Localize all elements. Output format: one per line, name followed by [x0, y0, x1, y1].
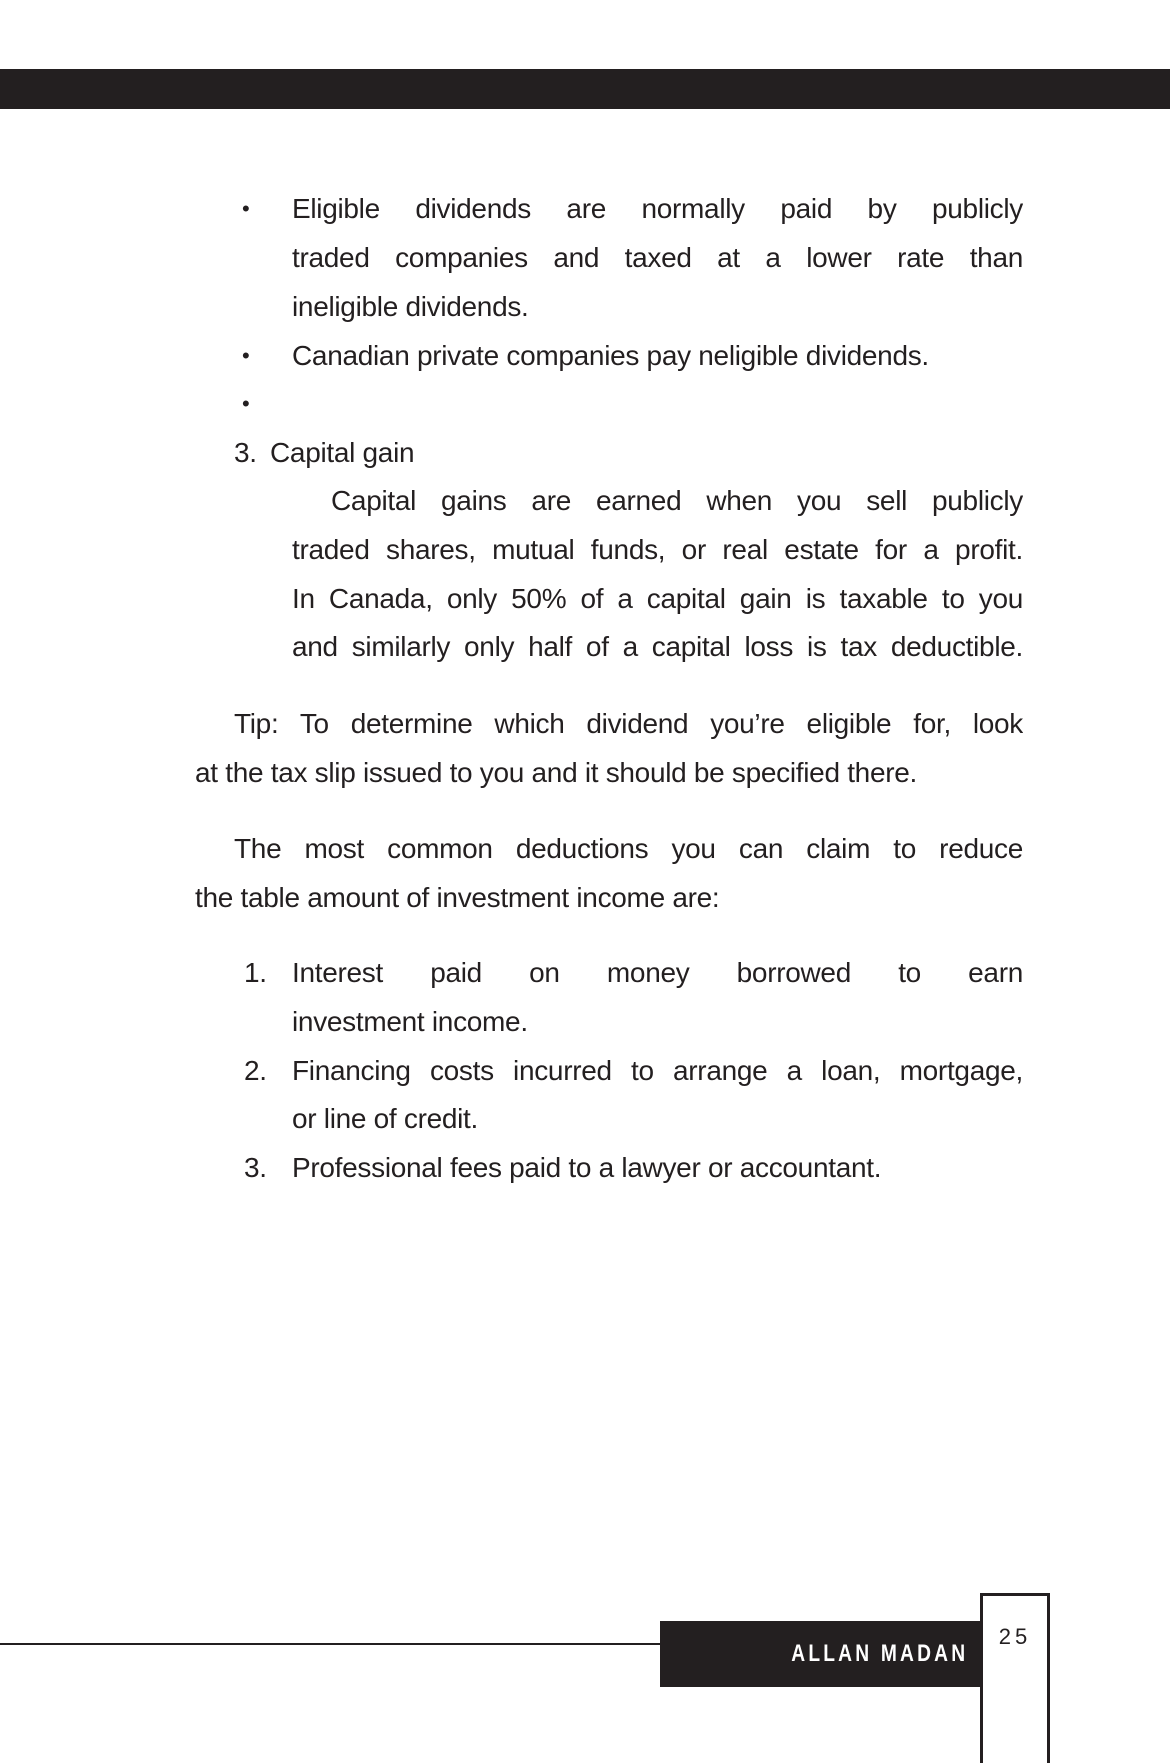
page-number-box [980, 1593, 1050, 1763]
bullet-icon: • [242, 196, 250, 221]
deduction-1-number: 1. [244, 957, 267, 988]
deduction-1-line-2: investment income. [292, 1006, 528, 1037]
deduction-2-line-1: Financing costs incurred to arrange a loan, mortgage, [292, 1055, 1023, 1086]
capital-gain-number: 3. [234, 437, 257, 468]
deduction-1-line-1: Interest paid on money borrowed to earn [292, 957, 1023, 988]
footer-rule [0, 1643, 662, 1645]
capital-gain-line-2: traded shares, mutual funds, or real estate for a profit. [292, 534, 1023, 565]
bullet-icon: • [242, 343, 250, 368]
capital-gain-heading: Capital gain [270, 437, 415, 468]
page-number: 25 [998, 1624, 1032, 1649]
deduction-3-line-1: Professional fees paid to a lawyer or accountant. [292, 1152, 882, 1183]
deduction-3-number: 3. [244, 1152, 267, 1183]
bullet-icon: • [242, 391, 250, 416]
deductions-intro-line-2: the table amount of investment income are: [195, 882, 720, 913]
author-name: ALLAN MADAN [790, 1640, 968, 1667]
bullet-1-line-2: traded companies and taxed at a lower rate than [292, 242, 1023, 273]
tip-line-2: at the tax slip issued to you and it should be specified there. [195, 757, 918, 788]
capital-gain-line-3: In Canada, only 50% of a capital gain is taxable to you [292, 583, 1023, 614]
capital-gain-line-4: and similarly only half of a capital loss is tax deductible. [292, 631, 1023, 662]
bullet-1-line-3: ineligible dividends. [292, 291, 529, 322]
deductions-intro-line-1: The most common deductions you can claim to reduce [234, 833, 1023, 864]
deduction-2-line-2: or line of credit. [292, 1103, 479, 1134]
capital-gain-line-1: Capital gains are earned when you sell publicly [331, 485, 1023, 516]
deduction-2-number: 2. [244, 1055, 267, 1086]
tip-line-1: Tip: To determine which dividend you’re eligible for, look [234, 708, 1023, 739]
bullet-2-line-1: Canadian private companies pay neligible dividends. [292, 340, 929, 371]
bullet-1-line-1: Eligible dividends are normally paid by publicly [292, 193, 1023, 224]
header-bar [0, 69, 1170, 109]
footer-author-bar [660, 1621, 982, 1687]
